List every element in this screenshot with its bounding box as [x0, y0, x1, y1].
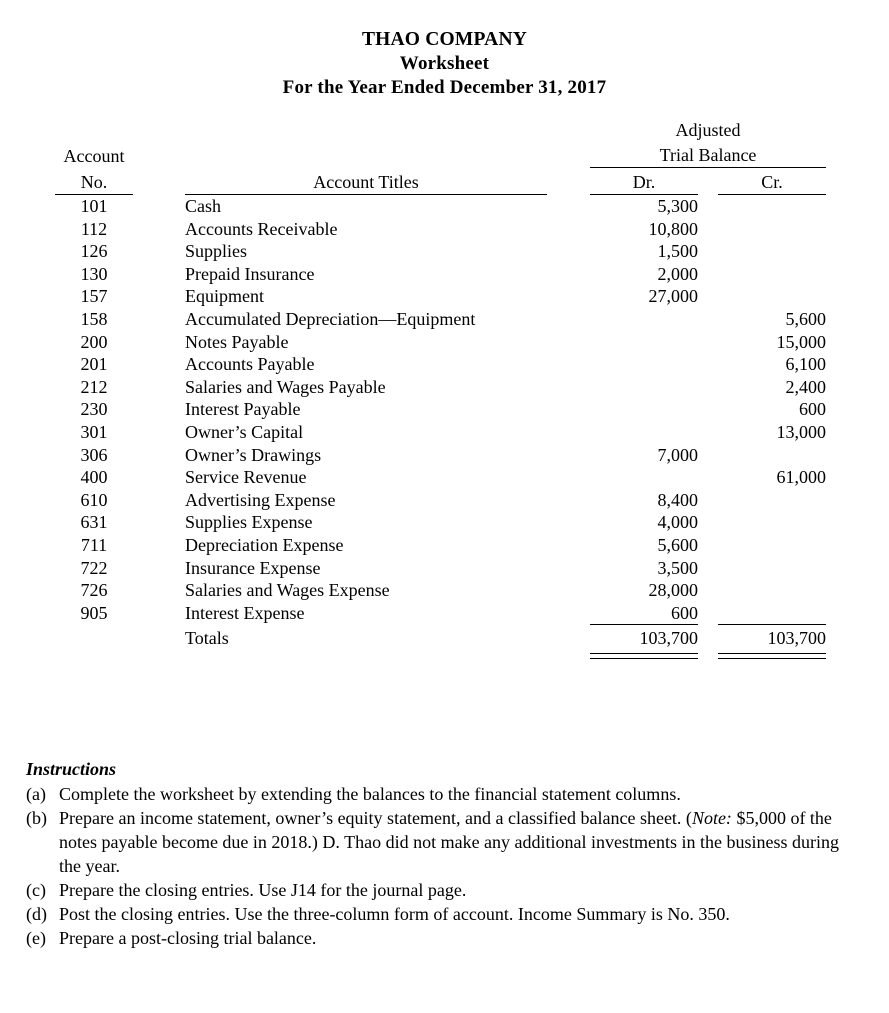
spacer: [826, 240, 889, 263]
spacer: [547, 579, 590, 602]
spacer: [0, 263, 55, 286]
table-row: [0, 421, 889, 444]
totals-label: Totals: [185, 628, 229, 649]
spacer: [0, 376, 55, 399]
account-title: Depreciation Expense: [185, 534, 344, 555]
spacer: [826, 466, 889, 489]
spacer: [133, 421, 185, 444]
account-number: 301: [80, 421, 108, 442]
spacer: [698, 353, 718, 376]
instruction-item: [26, 902, 862, 926]
debit-amount: 7,000: [657, 444, 698, 465]
spacer: [547, 398, 590, 421]
instruction-text: [59, 878, 862, 902]
totals-double-rule-row: [0, 651, 889, 659]
account-number: 230: [80, 399, 108, 420]
spacer: [826, 651, 889, 659]
spacer: [133, 376, 185, 399]
debit-amount: 8,400: [657, 489, 698, 510]
spacer: [133, 651, 185, 659]
credit-amount: 15,000: [776, 331, 827, 352]
spacer: [133, 116, 185, 142]
instruction-text-part: Prepare the closing entries. Use J14 for the journal page.: [59, 880, 467, 900]
spacer: [826, 142, 889, 168]
worksheet-title-block: [0, 0, 889, 100]
credit-amount: [718, 534, 826, 557]
spacer: [0, 444, 55, 467]
debit-amount: 27,000: [648, 286, 698, 307]
table-row: [0, 534, 889, 557]
account-number: 610: [80, 489, 108, 510]
instruction-text: [59, 926, 862, 950]
spacer: [133, 168, 185, 195]
table-header: [0, 116, 889, 195]
account-number: 726: [80, 580, 108, 601]
instruction-marker: (d): [26, 904, 47, 924]
spacer: [826, 398, 889, 421]
spacer: [826, 421, 889, 444]
group-header-line1: Adjusted: [675, 120, 741, 140]
spacer: [0, 511, 55, 534]
spacer: [698, 489, 718, 512]
account-number: 126: [80, 241, 108, 262]
account-number: 101: [80, 196, 108, 216]
account-number: 905: [80, 603, 108, 624]
spacer: [698, 263, 718, 286]
spacer: [185, 116, 547, 142]
header-account-titles: Account Titles: [185, 168, 547, 195]
instructions-list: [26, 782, 862, 950]
spacer: [698, 444, 718, 467]
credit-amount: 5,600: [785, 308, 827, 329]
instruction-item: [26, 806, 862, 878]
table-row: [0, 240, 889, 263]
spacer: [698, 625, 718, 652]
spacer: [547, 116, 590, 142]
spacer: [133, 625, 185, 652]
account-title: Salaries and Wages Expense: [185, 580, 390, 601]
spacer: [826, 285, 889, 308]
spacer: [133, 263, 185, 286]
credit-amount: 6,100: [785, 354, 827, 375]
header-credit: Cr.: [718, 168, 826, 195]
account-number: 400: [80, 467, 108, 488]
account-number: 306: [80, 444, 108, 465]
spacer: [826, 489, 889, 512]
table-row: [0, 398, 889, 421]
table-row: [0, 376, 889, 399]
credit-amount: 600: [799, 399, 827, 420]
spacer: [826, 557, 889, 580]
instruction-marker: (b): [26, 808, 47, 828]
spacer: [0, 466, 55, 489]
instruction-text: [59, 806, 862, 878]
account-number: 158: [80, 308, 108, 329]
spacer: [547, 240, 590, 263]
spacer: [698, 331, 718, 354]
period-covered: For the Year Ended December 31, 2017: [282, 77, 607, 98]
instructions-heading: Instructions: [26, 759, 117, 779]
account-title: Cash: [185, 196, 221, 216]
header-row-group2: [0, 142, 889, 168]
account-title: Supplies: [185, 241, 248, 262]
instruction-note-label: Note:: [691, 808, 732, 828]
spacer: [826, 511, 889, 534]
table-row: [0, 511, 889, 534]
table-row: [0, 308, 889, 331]
company-name: THAO COMPANY: [361, 29, 528, 50]
credit-amount: 61,000: [776, 467, 827, 488]
account-number: 112: [80, 218, 108, 239]
spacer: [0, 602, 55, 625]
credit-amount: [718, 218, 826, 241]
debit-amount: [590, 398, 698, 421]
account-title: Owner’s Capital: [185, 421, 304, 442]
debit-amount: [590, 308, 698, 331]
adjusted-trial-balance-table: [0, 116, 889, 659]
credit-amount: [718, 195, 826, 218]
instruction-text-part: Complete the worksheet by extending the balances to the financial statement columns.: [59, 784, 681, 804]
spacer: [0, 579, 55, 602]
credit-double-rule: [718, 651, 826, 659]
spacer: [0, 240, 55, 263]
instruction-marker: (c): [26, 880, 46, 900]
spacer: [133, 602, 185, 625]
credit-amount: [718, 489, 826, 512]
spacer: [547, 142, 590, 168]
totals-credit-amount: 103,700: [718, 625, 826, 652]
debit-amount: 10,800: [648, 218, 698, 239]
spacer: [133, 353, 185, 376]
spacer: [0, 489, 55, 512]
spacer: [547, 444, 590, 467]
spacer: [547, 168, 590, 195]
instruction-text: [59, 782, 862, 806]
spacer: [0, 285, 55, 308]
account-number: 212: [80, 376, 108, 397]
spacer: [698, 579, 718, 602]
debit-amount: 600: [671, 602, 698, 623]
table-row: [0, 579, 889, 602]
header-debit: Dr.: [590, 168, 698, 195]
account-title: Equipment: [185, 286, 264, 307]
spacer: [185, 142, 547, 168]
credit-amount: 13,000: [776, 421, 827, 442]
header-account-top: Account: [63, 145, 125, 166]
spacer: [826, 625, 889, 652]
spacer: [0, 625, 55, 652]
debit-amount: [590, 421, 698, 444]
spacer: [547, 195, 590, 218]
instruction-item: [26, 878, 862, 902]
table-row: [0, 602, 889, 625]
account-number: 201: [80, 354, 108, 375]
table-row: [0, 195, 889, 218]
spacer: [133, 218, 185, 241]
account-number: 711: [80, 534, 108, 555]
spacer: [826, 534, 889, 557]
debit-amount: [590, 353, 698, 376]
table-row: [0, 466, 889, 489]
credit-amount: [718, 511, 826, 534]
spacer: [0, 195, 55, 218]
spacer: [55, 625, 133, 652]
credit-amount: [718, 579, 826, 602]
account-title: Insurance Expense: [185, 557, 321, 578]
account-number: 130: [80, 263, 108, 284]
spacer: [547, 602, 590, 625]
spacer: [133, 489, 185, 512]
spacer: [0, 651, 55, 659]
spacer: [698, 421, 718, 444]
account-number: 722: [80, 557, 108, 578]
debit-amount: 2,000: [657, 263, 698, 284]
spacer: [698, 398, 718, 421]
table-row: [0, 218, 889, 241]
spacer: [826, 331, 889, 354]
spacer: [826, 195, 889, 218]
spacer: [133, 308, 185, 331]
spacer: [133, 534, 185, 557]
spacer: [826, 444, 889, 467]
spacer: [133, 444, 185, 467]
spacer: [547, 511, 590, 534]
spacer: [826, 579, 889, 602]
spacer: [0, 421, 55, 444]
table-row: [0, 444, 889, 467]
table-row: [0, 331, 889, 354]
account-title: Interest Expense: [185, 603, 305, 624]
spacer: [0, 398, 55, 421]
spacer: [547, 285, 590, 308]
header-row-columns: [0, 168, 889, 195]
spacer: [547, 353, 590, 376]
debit-amount: [590, 376, 698, 399]
totals-debit-amount: 103,700: [590, 625, 698, 652]
worksheet-table-container: [0, 116, 889, 659]
table-row: [0, 263, 889, 286]
debit-amount: 4,000: [657, 512, 698, 533]
instruction-marker: (a): [26, 784, 46, 804]
header-account-word: [55, 116, 133, 142]
spacer: [0, 218, 55, 241]
spacer: [547, 331, 590, 354]
spacer: [547, 421, 590, 444]
spacer: [133, 331, 185, 354]
account-title: Interest Payable: [185, 399, 301, 420]
spacer: [185, 651, 547, 659]
credit-amount: 2,400: [785, 376, 827, 397]
spacer: [698, 557, 718, 580]
spacer: [826, 353, 889, 376]
spacer: [698, 308, 718, 331]
credit-amount: [718, 602, 826, 625]
account-title: Service Revenue: [185, 467, 307, 488]
spacer: [826, 218, 889, 241]
document-type: Worksheet: [399, 53, 490, 74]
account-title: Prepaid Insurance: [185, 263, 315, 284]
spacer: [698, 466, 718, 489]
spacer: [547, 376, 590, 399]
spacer: [0, 168, 55, 195]
spacer: [698, 534, 718, 557]
spacer: [826, 168, 889, 195]
instruction-text-part: $5,000 of the notes payable become due in 2018.) D. Thao did not make any additional investments in the business during the year.: [59, 808, 840, 876]
debit-amount: 5,600: [657, 534, 698, 555]
spacer: [826, 263, 889, 286]
spacer: [698, 511, 718, 534]
spacer: [547, 557, 590, 580]
debit-amount: 1,500: [657, 241, 698, 262]
spacer: [0, 308, 55, 331]
account-number: 157: [80, 286, 108, 307]
spacer: [547, 466, 590, 489]
spacer: [698, 168, 718, 195]
credit-amount: [718, 444, 826, 467]
spacer: [133, 511, 185, 534]
instruction-item: [26, 926, 862, 950]
credit-amount: [718, 263, 826, 286]
spacer: [698, 195, 718, 218]
spacer: [0, 534, 55, 557]
table-row: [0, 489, 889, 512]
spacer: [698, 651, 718, 659]
account-number: 200: [80, 331, 108, 352]
account-title: Supplies Expense: [185, 512, 313, 533]
spacer: [133, 579, 185, 602]
account-title: Salaries and Wages Payable: [185, 376, 386, 397]
account-title: Notes Payable: [185, 331, 289, 352]
spacer: [0, 116, 55, 142]
spacer: [133, 398, 185, 421]
totals-row: [0, 625, 889, 652]
spacer: [698, 602, 718, 625]
spacer: [0, 142, 55, 168]
table-row: [0, 285, 889, 308]
account-title: Owner’s Drawings: [185, 444, 322, 465]
spacer: [0, 331, 55, 354]
instruction-text-part: Prepare a post-closing trial balance.: [59, 928, 317, 948]
spacer: [826, 116, 889, 142]
spacer: [698, 240, 718, 263]
debit-amount: [590, 466, 698, 489]
instruction-marker: (e): [26, 928, 46, 948]
account-title: Accounts Payable: [185, 354, 315, 375]
account-title: Accumulated Depreciation—Equipment: [185, 308, 476, 329]
account-title: Accounts Receivable: [185, 218, 338, 239]
account-number: 631: [80, 512, 108, 533]
spacer: [133, 557, 185, 580]
credit-amount: [718, 240, 826, 263]
spacer: [55, 651, 133, 659]
spacer: [698, 376, 718, 399]
header-row-group: [0, 116, 889, 142]
spacer: [547, 625, 590, 652]
spacer: [698, 218, 718, 241]
instruction-text-part: Post the closing entries. Use the three-column form of account. Income Summary is No. 350.: [59, 904, 730, 924]
instruction-text: [59, 902, 862, 926]
spacer: [133, 285, 185, 308]
table-body: [0, 195, 889, 660]
instructions-section: [26, 757, 862, 950]
spacer: [0, 557, 55, 580]
credit-amount: [718, 285, 826, 308]
spacer: [547, 263, 590, 286]
table-row: [0, 353, 889, 376]
spacer: [547, 489, 590, 512]
table-row: [0, 557, 889, 580]
spacer: [133, 466, 185, 489]
spacer: [547, 308, 590, 331]
debit-amount: 28,000: [648, 580, 698, 601]
spacer: [826, 308, 889, 331]
instruction-text-part: Prepare an income statement, owner’s equity statement, and a classified balance sheet. (: [59, 808, 692, 828]
spacer: [133, 195, 185, 218]
spacer: [547, 218, 590, 241]
debit-amount: [590, 331, 698, 354]
instruction-item: [26, 782, 862, 806]
spacer: [0, 353, 55, 376]
account-title: Advertising Expense: [185, 489, 336, 510]
spacer: [547, 651, 590, 659]
group-header-line2: Trial Balance: [590, 142, 826, 168]
spacer: [698, 285, 718, 308]
header-account-no: No.: [55, 168, 133, 195]
debit-amount: 3,500: [657, 557, 698, 578]
spacer: [826, 376, 889, 399]
spacer: [133, 240, 185, 263]
spacer: [133, 142, 185, 168]
debit-double-rule: [590, 651, 698, 659]
credit-amount: [718, 557, 826, 580]
spacer: [826, 602, 889, 625]
debit-amount: 5,300: [657, 196, 698, 216]
spacer: [547, 534, 590, 557]
